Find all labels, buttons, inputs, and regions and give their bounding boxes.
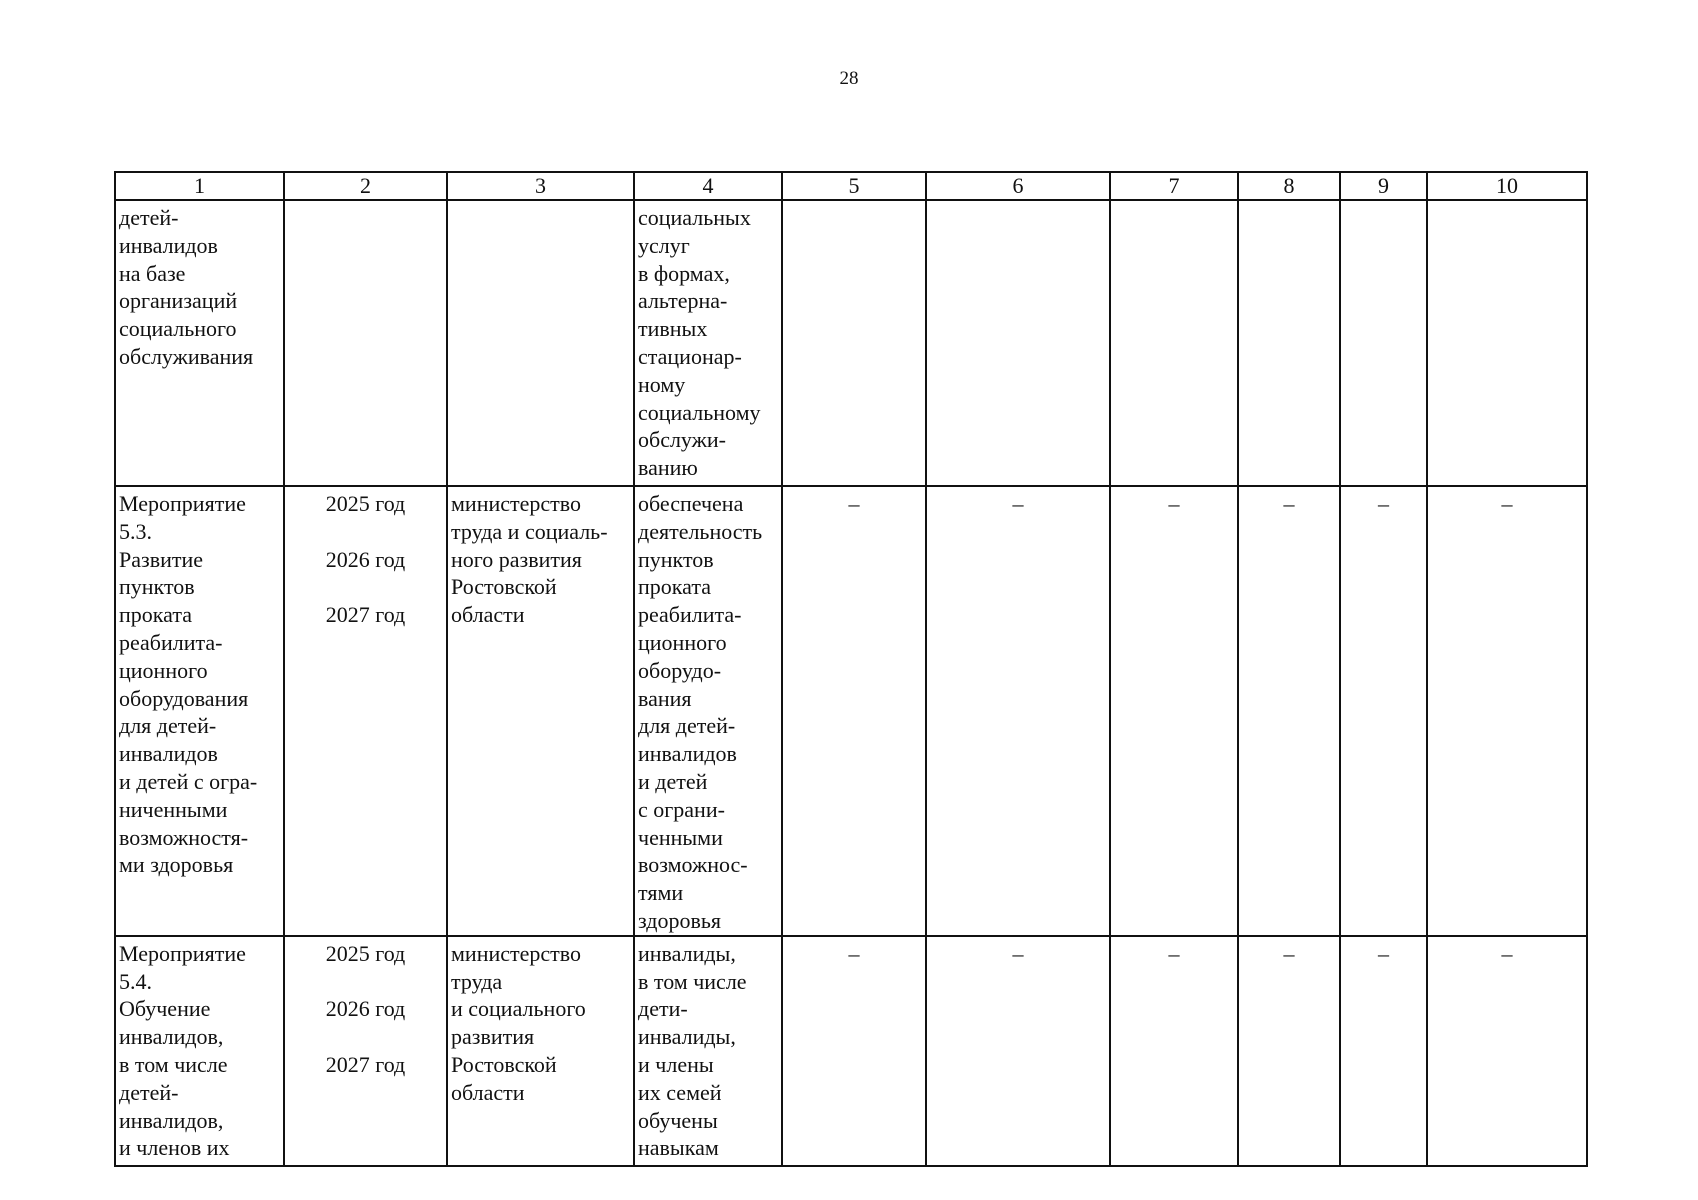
header-cell: 3 bbox=[447, 172, 634, 200]
executor-cell-line: области bbox=[451, 602, 525, 628]
result-cell-line: альтерна- bbox=[638, 288, 728, 314]
value-cell bbox=[1340, 200, 1427, 486]
result-cell bbox=[634, 936, 782, 1166]
measure-name-cell-line: детей- bbox=[119, 1079, 179, 1105]
result-cell-line: инвалиды, bbox=[638, 1024, 736, 1050]
measure-name-cell-line: 5.4. bbox=[119, 968, 152, 994]
result-cell-line: здоровья bbox=[638, 907, 722, 933]
value-cell: – bbox=[1238, 486, 1340, 936]
measure-name-cell-line: Мероприятие bbox=[119, 491, 246, 516]
result-cell-line: тями bbox=[638, 880, 684, 906]
measure-name-cell-line: инвалидов, bbox=[119, 1024, 224, 1050]
header-row bbox=[115, 172, 1587, 200]
result-cell-line: обслужи- bbox=[638, 427, 726, 453]
measure-name-cell-line: оборудования bbox=[119, 685, 249, 711]
executor-cell-line: министерство bbox=[451, 491, 582, 516]
measure-name-cell-line: инвалидов, bbox=[119, 1107, 224, 1133]
result-cell-line: пунктов bbox=[638, 546, 714, 572]
value-cell: – bbox=[782, 936, 926, 1166]
result-cell-line: проката bbox=[638, 574, 711, 600]
measure-name-cell-line: ми здоровья bbox=[119, 852, 234, 878]
table-row bbox=[115, 936, 1587, 1166]
measure-name-cell-line: организаций bbox=[119, 288, 238, 314]
result-cell-line: навыкам bbox=[638, 1135, 719, 1161]
measures-table bbox=[114, 171, 1588, 1167]
value-cell: – bbox=[1238, 936, 1340, 1166]
result-cell-line: ционного bbox=[638, 629, 727, 655]
measure-name-cell bbox=[115, 200, 284, 486]
result-cell-line: вания bbox=[638, 685, 692, 711]
result-cell-line: с ограни- bbox=[638, 796, 725, 822]
measure-name-cell-line: и членов их bbox=[119, 1135, 230, 1161]
value-cell: – bbox=[1427, 936, 1587, 1166]
period-cell-line: 2026 год bbox=[325, 996, 406, 1022]
measure-name-cell-line: Развитие bbox=[119, 546, 204, 572]
header-cell: 1 bbox=[115, 172, 284, 200]
value-cell bbox=[1238, 200, 1340, 486]
value-cell: – bbox=[1110, 936, 1238, 1166]
result-cell-line: ченными bbox=[638, 824, 723, 850]
executor-cell bbox=[447, 486, 634, 936]
result-cell-line: реабилита- bbox=[638, 602, 742, 628]
value-cell bbox=[782, 200, 926, 486]
executor-cell-line: Ростовской bbox=[451, 574, 557, 600]
period-cell-line: 2025 год bbox=[325, 491, 406, 516]
result-cell-line: деятельность bbox=[638, 518, 763, 544]
measure-name-cell-line: Обучение bbox=[119, 996, 211, 1022]
value-cell: – bbox=[1340, 936, 1427, 1166]
result-cell-line: в формах, bbox=[638, 260, 730, 286]
period-cell-line: 2026 год bbox=[325, 546, 406, 572]
period-cell-line: 2025 год bbox=[325, 940, 406, 966]
header-cell: 5 bbox=[782, 172, 926, 200]
header-cell: 9 bbox=[1340, 172, 1427, 200]
measure-name-cell-line: детей- bbox=[119, 205, 179, 230]
value-cell bbox=[1427, 200, 1587, 486]
period-cell-line: 2027 год bbox=[325, 1051, 406, 1077]
measure-name-cell-line: 5.3. bbox=[119, 518, 152, 544]
result-cell-line: обеспечена bbox=[638, 491, 744, 516]
result-cell-line: оборудо- bbox=[638, 657, 722, 683]
value-cell bbox=[926, 200, 1110, 486]
value-cell: – bbox=[1427, 486, 1587, 936]
value-cell: – bbox=[1110, 486, 1238, 936]
header-cell: 4 bbox=[634, 172, 782, 200]
measure-name-cell-line: пунктов bbox=[119, 574, 195, 600]
executor-cell-line: министерство bbox=[451, 940, 582, 966]
result-cell-line: обучены bbox=[638, 1107, 718, 1133]
result-cell-line: ному bbox=[638, 371, 686, 397]
measure-name-cell-line: инвалидов bbox=[119, 232, 218, 258]
measure-name-cell-line: Мероприятие bbox=[119, 940, 246, 966]
result-cell-line: инвалидов bbox=[638, 741, 737, 767]
result-cell bbox=[634, 200, 782, 486]
result-cell-line: их семей bbox=[638, 1079, 722, 1105]
result-cell-line: и детей bbox=[638, 768, 708, 794]
executor-cell bbox=[447, 936, 634, 1166]
executor-cell-line: и социального bbox=[451, 996, 586, 1022]
result-cell-line: и члены bbox=[638, 1051, 714, 1077]
result-cell-line: ванию bbox=[638, 455, 698, 481]
value-cell: – bbox=[1340, 486, 1427, 936]
header-cell: 8 bbox=[1238, 172, 1340, 200]
result-cell bbox=[634, 486, 782, 936]
result-cell-line: социальных bbox=[638, 205, 751, 230]
value-cell: – bbox=[926, 936, 1110, 1166]
table-row bbox=[115, 200, 1587, 486]
measure-name-cell-line: для детей- bbox=[119, 713, 217, 739]
executor-cell-line: Ростовской bbox=[451, 1051, 557, 1077]
period-cell bbox=[284, 936, 447, 1166]
measure-name-cell-line: возможностя- bbox=[119, 824, 249, 850]
measure-name-cell bbox=[115, 936, 284, 1166]
page-number: 28 bbox=[839, 68, 859, 89]
executor-cell-line: труда bbox=[451, 968, 503, 994]
executor-cell-line: развития bbox=[451, 1024, 535, 1050]
header-cell: 2 bbox=[284, 172, 447, 200]
measure-name-cell-line: и детей с огра- bbox=[119, 768, 258, 794]
header-cell: 6 bbox=[926, 172, 1110, 200]
result-cell-line: тивных bbox=[638, 316, 708, 342]
measure-name-cell-line: инвалидов bbox=[119, 741, 218, 767]
executor-cell-line: труда и социаль- bbox=[451, 518, 608, 544]
executor-cell-line: ного развития bbox=[451, 546, 582, 572]
result-cell-line: услуг bbox=[638, 232, 690, 258]
period-cell-line: 2027 год bbox=[325, 602, 406, 628]
result-cell-line: возможнос- bbox=[638, 852, 748, 878]
measure-name-cell-line: ционного bbox=[119, 657, 208, 683]
measure-name-cell-line: ниченными bbox=[119, 796, 228, 822]
period-cell bbox=[284, 200, 447, 486]
period-cell bbox=[284, 486, 447, 936]
result-cell-line: дети- bbox=[638, 996, 688, 1022]
value-cell bbox=[1110, 200, 1238, 486]
executor-cell bbox=[447, 200, 634, 486]
measure-name-cell-line: социального bbox=[119, 316, 237, 342]
measure-name-cell-line: обслуживания bbox=[119, 343, 254, 369]
result-cell-line: для детей- bbox=[638, 713, 736, 739]
header-cell: 10 bbox=[1427, 172, 1587, 200]
measure-name-cell-line: на базе bbox=[119, 260, 186, 286]
executor-cell-line: области bbox=[451, 1079, 525, 1105]
value-cell: – bbox=[782, 486, 926, 936]
result-cell-line: социальному bbox=[638, 399, 761, 425]
value-cell: – bbox=[926, 486, 1110, 936]
table-row bbox=[115, 486, 1587, 936]
measure-name-cell-line: проката bbox=[119, 602, 192, 628]
header-cell: 7 bbox=[1110, 172, 1238, 200]
measure-name-cell-line: реабилита- bbox=[119, 629, 223, 655]
result-cell-line: в том числе bbox=[638, 968, 747, 994]
result-cell-line: стационар- bbox=[638, 343, 742, 369]
result-cell-line: инвалиды, bbox=[638, 940, 736, 966]
measure-name-cell-line: в том числе bbox=[119, 1051, 228, 1077]
measure-name-cell bbox=[115, 486, 284, 936]
